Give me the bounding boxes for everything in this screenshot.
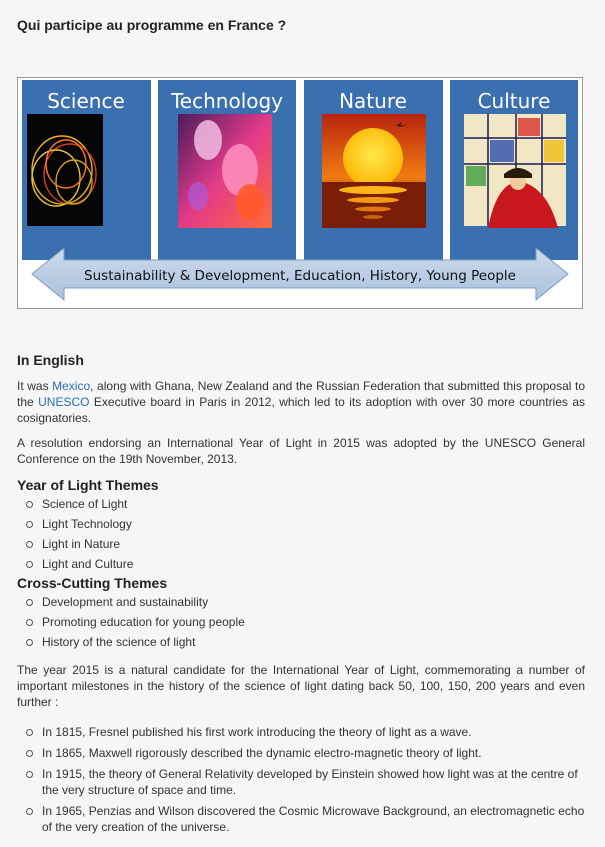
themes-banner-graphic — [18, 78, 582, 308]
page-title: Qui participe au programme en France ? — [17, 17, 287, 33]
list-item: Light in Nature — [17, 534, 585, 554]
themes-heading: Year of Light Themes — [17, 477, 159, 493]
cross-cutting-heading: Cross-Cutting Themes — [17, 575, 168, 591]
panel-technology — [158, 80, 296, 260]
text: It was — [17, 379, 53, 393]
list-item: History of the science of light — [17, 632, 585, 652]
list-item: In 1965, Penzias and Wilson discovered the Cosmic Microwave Background, an electromagnetic echo of the very creation of the universe. — [17, 803, 585, 835]
themes-banner — [17, 77, 583, 309]
cross-cutting-list — [17, 592, 585, 652]
arrow-text: Sustainability & Development, Education, History, Young People — [84, 268, 516, 284]
list-item: Light Technology — [17, 514, 585, 534]
paragraph-proposal — [17, 378, 585, 426]
themes-list — [17, 494, 585, 574]
panel-label-science: Science — [47, 89, 125, 113]
panel-culture — [450, 80, 578, 260]
list-item: In 1915, the theory of General Relativity developed by Einstein showed how light was at the centre of the very structure of space and time. — [17, 766, 585, 798]
list-item: In 1865, Maxwell rigorously described the dynamic electro-magnetic theory of light. — [17, 745, 585, 761]
mexico-link[interactable]: Mexico — [52, 379, 91, 393]
panel-label-culture: Culture — [477, 89, 551, 113]
list-item: Science of Light — [17, 494, 585, 514]
panel-nature — [304, 80, 443, 260]
section-heading-english: In English — [17, 352, 84, 368]
unesco-link[interactable]: UNESCO — [38, 395, 90, 409]
milestones-list — [17, 724, 585, 835]
text: , along with Ghana, New Zealand and the Russian Federation that submitted this proposal to the — [17, 379, 585, 409]
panel-label-nature: Nature — [339, 89, 407, 113]
list-item: Light and Culture — [17, 554, 585, 574]
panel-science — [22, 80, 151, 260]
panel-label-technology: Technology — [170, 89, 284, 113]
english-section — [17, 352, 585, 840]
list-item: Promoting education for young people — [17, 612, 585, 632]
paragraph-resolution: A resolution endorsing an International Year of Light in 2015 was adopted by the UNESCO General Conference on the 19th November, 2013. — [17, 436, 585, 466]
text: Executive board in Paris in 2012, which led to its adoption with over 30 more countries as cosignatories. — [17, 395, 586, 425]
list-item: Development and sustainability — [17, 592, 585, 612]
list-item: In 1815, Fresnel published his first work introducing the theory of light as a wave. — [17, 724, 585, 740]
paragraph-milestones: The year 2015 is a natural candidate for the International Year of Light, commemorating a number of important milestones in the history of the science of light dating back 50, 100, 150, 200 years and even further : — [17, 663, 585, 709]
